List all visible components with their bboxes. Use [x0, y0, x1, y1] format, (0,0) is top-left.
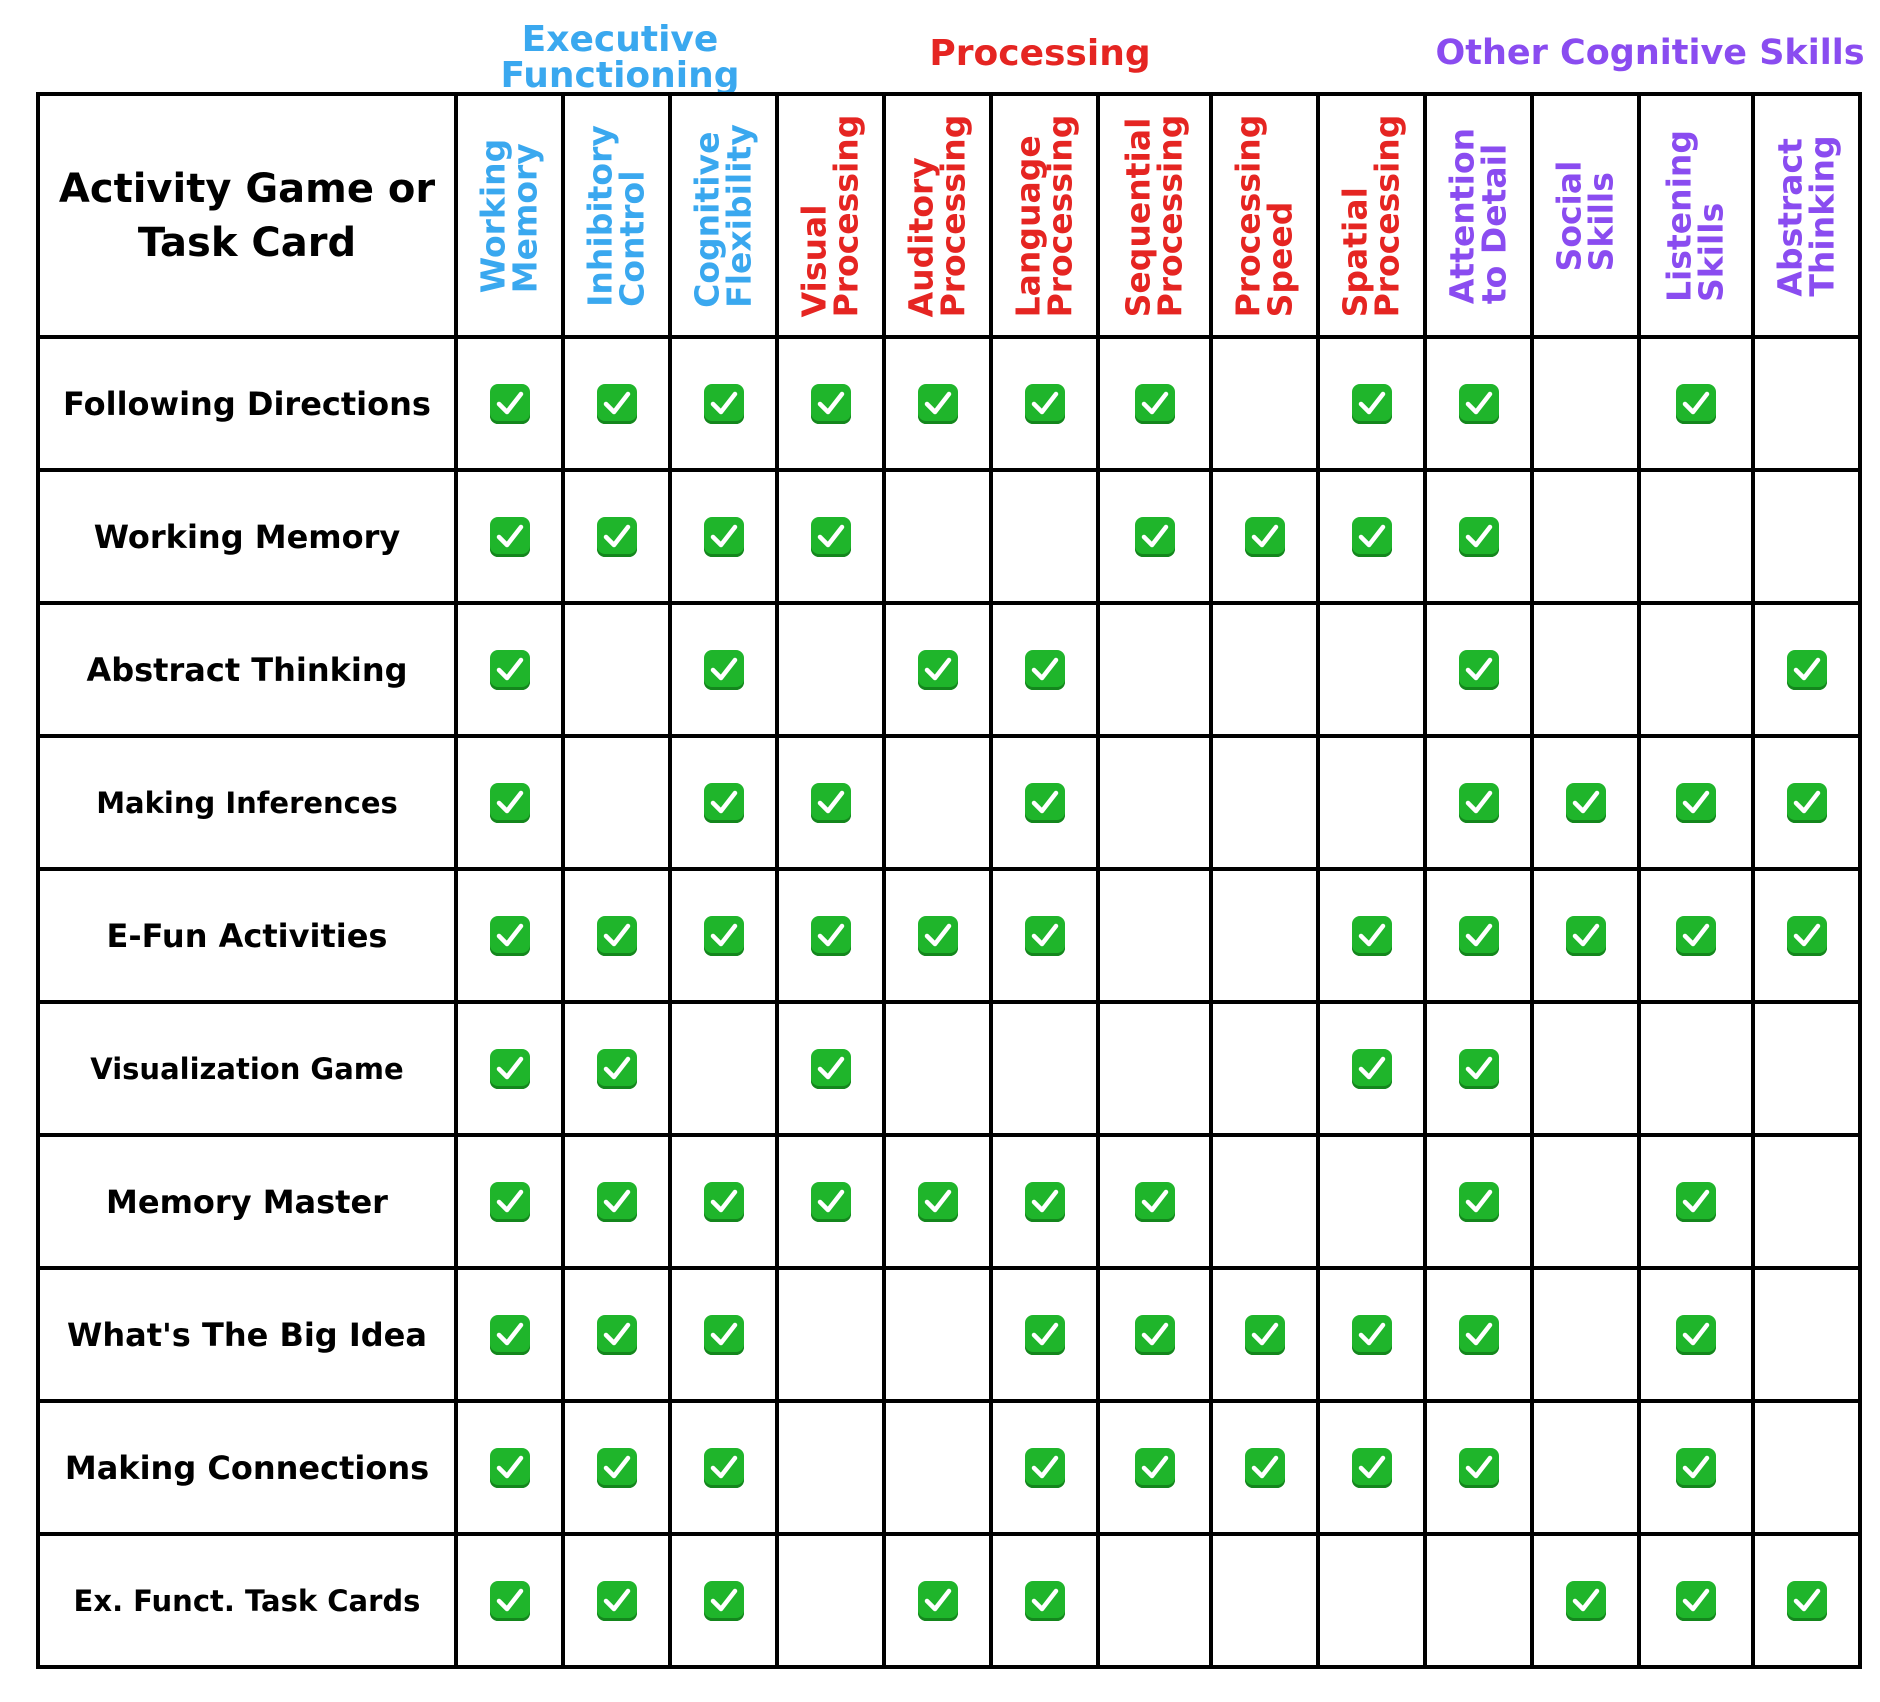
- row-label: Ex. Funct. Task Cards: [38, 1534, 456, 1667]
- matrix-cell: [991, 1135, 1098, 1268]
- check-mark-button-icon: [490, 1315, 530, 1355]
- matrix-cell: [991, 337, 1098, 470]
- matrix-cell: [1425, 1534, 1532, 1667]
- matrix-cell: [777, 337, 884, 470]
- group-label-executive-functioning: [470, 19, 770, 96]
- corner-header: [38, 94, 456, 337]
- check-mark-button-icon: [811, 1182, 851, 1222]
- matrix-cell: [1211, 1534, 1318, 1667]
- matrix-cell: [1532, 1002, 1639, 1135]
- check-mark-button-icon: [1025, 1315, 1065, 1355]
- group-label-line: Executive: [521, 19, 719, 60]
- corner-header-line2: Task Card: [137, 219, 357, 266]
- matrix-cell: [670, 1002, 777, 1135]
- check-mark-button-icon: [704, 916, 744, 956]
- table-row: [38, 1135, 1860, 1268]
- matrix-cell: [1211, 1135, 1318, 1268]
- matrix-cell: [670, 337, 777, 470]
- check-mark-button-icon: [1676, 384, 1716, 424]
- row-label: Abstract Thinking: [38, 603, 456, 736]
- column-header-label: Sequential Processing: [1118, 114, 1190, 317]
- check-mark-button-icon: [1025, 1182, 1065, 1222]
- check-mark-button-icon: [597, 1049, 637, 1089]
- check-mark-button-icon: [490, 1581, 530, 1621]
- matrix-cell: [1532, 736, 1639, 869]
- matrix-cell: [884, 470, 991, 603]
- matrix-cell: [1753, 1534, 1860, 1667]
- matrix-cell: [1318, 736, 1425, 869]
- matrix-cell: [777, 1401, 884, 1534]
- matrix-cell: [563, 1135, 670, 1268]
- matrix-cell: [1425, 470, 1532, 603]
- column-header-label: Visual Processing: [794, 114, 866, 317]
- column-header-label: Listening Skills: [1659, 129, 1731, 302]
- matrix-cell: [1318, 470, 1425, 603]
- check-mark-button-icon: [1352, 384, 1392, 424]
- matrix-cell: [1639, 603, 1753, 736]
- check-mark-button-icon: [1459, 384, 1499, 424]
- check-mark-button-icon: [811, 916, 851, 956]
- check-mark-button-icon: [704, 1315, 744, 1355]
- column-header-label: Language Processing: [1008, 114, 1080, 317]
- matrix-cell: [884, 1268, 991, 1401]
- table-row: [38, 869, 1860, 1002]
- matrix-cell: [884, 1135, 991, 1268]
- column-header-visual-processing: [777, 94, 884, 337]
- header-row: [38, 94, 1860, 337]
- matrix-cell: [884, 1401, 991, 1534]
- matrix-body: [38, 337, 1860, 1667]
- corner-header-line1: Activity Game or: [58, 165, 436, 212]
- matrix-cell: [777, 603, 884, 736]
- row-label: What's The Big Idea: [38, 1268, 456, 1401]
- check-mark-button-icon: [1135, 1448, 1175, 1488]
- check-mark-button-icon: [1459, 517, 1499, 557]
- matrix-cell: [777, 1135, 884, 1268]
- check-mark-button-icon: [1245, 517, 1285, 557]
- check-mark-button-icon: [1352, 517, 1392, 557]
- check-mark-button-icon: [1787, 916, 1827, 956]
- matrix-cell: [1532, 603, 1639, 736]
- check-mark-button-icon: [1787, 1581, 1827, 1621]
- matrix-cell: [777, 736, 884, 869]
- group-label-other-cognitive-skills: [1430, 33, 1870, 73]
- matrix-cell: [456, 1002, 563, 1135]
- column-header-label: Working Memory: [473, 138, 545, 293]
- matrix-cell: [991, 1534, 1098, 1667]
- matrix-cell: [1211, 1401, 1318, 1534]
- matrix-cell: [1318, 1534, 1425, 1667]
- matrix-cell: [991, 1002, 1098, 1135]
- matrix-cell: [884, 869, 991, 1002]
- table-row: [38, 603, 1860, 736]
- check-mark-button-icon: [1459, 783, 1499, 823]
- table-row: [38, 1268, 1860, 1401]
- matrix-cell: [1098, 603, 1211, 736]
- matrix-cell: [1211, 337, 1318, 470]
- matrix-cell: [563, 736, 670, 869]
- matrix-cell: [1425, 869, 1532, 1002]
- matrix-cell: [1211, 1002, 1318, 1135]
- matrix-cell: [1753, 1002, 1860, 1135]
- matrix-cell: [1639, 1135, 1753, 1268]
- matrix-cell: [777, 470, 884, 603]
- check-mark-button-icon: [918, 1182, 958, 1222]
- matrix-cell: [1425, 1401, 1532, 1534]
- column-header-label: Cognitive Flexibility: [687, 123, 759, 308]
- check-mark-button-icon: [704, 783, 744, 823]
- matrix-cell: [456, 603, 563, 736]
- matrix-cell: [884, 1002, 991, 1135]
- check-mark-button-icon: [1459, 916, 1499, 956]
- matrix-cell: [1639, 470, 1753, 603]
- matrix-cell: [670, 869, 777, 1002]
- matrix-cell: [1532, 869, 1639, 1002]
- check-mark-button-icon: [490, 1182, 530, 1222]
- matrix-cell: [563, 1401, 670, 1534]
- matrix-cell: [670, 1135, 777, 1268]
- check-mark-button-icon: [1566, 783, 1606, 823]
- matrix-cell: [1753, 1401, 1860, 1534]
- column-header-label: Social Skills: [1549, 160, 1621, 271]
- matrix-cell: [563, 603, 670, 736]
- column-header-spatial-processing: [1318, 94, 1425, 337]
- matrix-cell: [1532, 337, 1639, 470]
- check-mark-button-icon: [1676, 1448, 1716, 1488]
- matrix-cell: [456, 1401, 563, 1534]
- matrix-cell: [1098, 869, 1211, 1002]
- check-mark-button-icon: [597, 1315, 637, 1355]
- matrix-cell: [884, 603, 991, 736]
- check-mark-button-icon: [704, 517, 744, 557]
- check-mark-button-icon: [811, 783, 851, 823]
- skills-matrix-table: [36, 92, 1862, 1669]
- check-mark-button-icon: [597, 517, 637, 557]
- matrix-cell: [563, 1268, 670, 1401]
- matrix-cell: [456, 337, 563, 470]
- matrix-cell: [1639, 1002, 1753, 1135]
- check-mark-button-icon: [1245, 1448, 1285, 1488]
- matrix-cell: [1098, 1002, 1211, 1135]
- table-row: [38, 337, 1860, 470]
- matrix-cell: [1211, 736, 1318, 869]
- check-mark-button-icon: [1787, 783, 1827, 823]
- matrix-cell: [1532, 1534, 1639, 1667]
- matrix-cell: [1318, 1002, 1425, 1135]
- matrix-cell: [1211, 1268, 1318, 1401]
- check-mark-button-icon: [490, 1049, 530, 1089]
- matrix-cell: [670, 736, 777, 869]
- matrix-cell: [1753, 1268, 1860, 1401]
- matrix-cell: [777, 1268, 884, 1401]
- check-mark-button-icon: [597, 384, 637, 424]
- check-mark-button-icon: [1245, 1315, 1285, 1355]
- matrix-cell: [777, 869, 884, 1002]
- matrix-cell: [991, 603, 1098, 736]
- check-mark-button-icon: [918, 384, 958, 424]
- matrix-cell: [1318, 1401, 1425, 1534]
- matrix-cell: [1425, 736, 1532, 869]
- check-mark-button-icon: [597, 1581, 637, 1621]
- matrix-cell: [1425, 337, 1532, 470]
- matrix-cell: [1639, 1534, 1753, 1667]
- matrix-cell: [670, 1401, 777, 1534]
- row-label: Following Directions: [38, 337, 456, 470]
- check-mark-button-icon: [811, 1049, 851, 1089]
- check-mark-button-icon: [1025, 1448, 1065, 1488]
- group-label-line: Functioning: [500, 55, 740, 96]
- matrix-cell: [1753, 869, 1860, 1002]
- check-mark-button-icon: [1787, 650, 1827, 690]
- check-mark-button-icon: [1459, 1448, 1499, 1488]
- matrix-cell: [563, 869, 670, 1002]
- matrix-cell: [1639, 1401, 1753, 1534]
- matrix-cell: [1318, 603, 1425, 736]
- matrix-cell: [563, 1534, 670, 1667]
- column-header-attention-to-detail: [1425, 94, 1532, 337]
- check-mark-button-icon: [490, 650, 530, 690]
- check-mark-button-icon: [1025, 916, 1065, 956]
- matrix-cell: [1639, 736, 1753, 869]
- matrix-cell: [1753, 470, 1860, 603]
- matrix-cell: [1318, 1135, 1425, 1268]
- matrix-cell: [670, 1268, 777, 1401]
- check-mark-button-icon: [704, 1448, 744, 1488]
- check-mark-button-icon: [1566, 916, 1606, 956]
- matrix-cell: [563, 1002, 670, 1135]
- check-mark-button-icon: [1676, 783, 1716, 823]
- matrix-cell: [884, 736, 991, 869]
- matrix-cell: [991, 869, 1098, 1002]
- matrix-cell: [884, 1534, 991, 1667]
- column-header-label: Abstract Thinking: [1770, 134, 1842, 297]
- check-mark-button-icon: [490, 783, 530, 823]
- check-mark-button-icon: [1352, 1448, 1392, 1488]
- column-header-processing-speed: [1211, 94, 1318, 337]
- column-header-label: Auditory Processing: [901, 114, 973, 317]
- matrix-cell: [1211, 603, 1318, 736]
- matrix-cell: [991, 736, 1098, 869]
- column-header-working-memory: [456, 94, 563, 337]
- table-row: [38, 736, 1860, 869]
- column-header-label: Attention to Detail: [1442, 127, 1514, 304]
- check-mark-button-icon: [490, 517, 530, 557]
- column-header-label: Inhibitory Control: [580, 124, 652, 307]
- matrix-cell: [1532, 1268, 1639, 1401]
- check-mark-button-icon: [1676, 916, 1716, 956]
- matrix-cell: [1639, 869, 1753, 1002]
- check-mark-button-icon: [1025, 650, 1065, 690]
- matrix-cell: [1753, 603, 1860, 736]
- row-label: E-Fun Activities: [38, 869, 456, 1002]
- check-mark-button-icon: [1459, 1049, 1499, 1089]
- matrix-cell: [1753, 736, 1860, 869]
- column-header-listening-skills: [1639, 94, 1753, 337]
- row-label: Memory Master: [38, 1135, 456, 1268]
- matrix-cell: [456, 1135, 563, 1268]
- matrix-cell: [1098, 1268, 1211, 1401]
- check-mark-button-icon: [704, 384, 744, 424]
- matrix-cell: [1425, 1135, 1532, 1268]
- matrix-cell: [456, 1534, 563, 1667]
- matrix-cell: [456, 869, 563, 1002]
- check-mark-button-icon: [490, 384, 530, 424]
- check-mark-button-icon: [1135, 1182, 1175, 1222]
- check-mark-button-icon: [811, 517, 851, 557]
- row-label: Working Memory: [38, 470, 456, 603]
- matrix-cell: [1753, 1135, 1860, 1268]
- row-label: Visualization Game: [38, 1002, 456, 1135]
- matrix-cell: [1753, 337, 1860, 470]
- check-mark-button-icon: [1676, 1182, 1716, 1222]
- matrix-cell: [1532, 1401, 1639, 1534]
- matrix-cell: [563, 337, 670, 470]
- column-header-social-skills: [1532, 94, 1639, 337]
- matrix-cell: [1098, 470, 1211, 603]
- matrix-cell: [991, 470, 1098, 603]
- check-mark-button-icon: [1025, 783, 1065, 823]
- matrix-cell: [1639, 1268, 1753, 1401]
- column-header-cognitive-flexibility: [670, 94, 777, 337]
- group-label-line: Processing: [929, 33, 1151, 74]
- matrix-cell: [1098, 736, 1211, 869]
- check-mark-button-icon: [918, 916, 958, 956]
- column-header-inhibitory-control: [563, 94, 670, 337]
- table-row: [38, 1534, 1860, 1667]
- matrix-cell: [1318, 1268, 1425, 1401]
- check-mark-button-icon: [1352, 1315, 1392, 1355]
- check-mark-button-icon: [1459, 1182, 1499, 1222]
- column-header-label: Spatial Processing: [1335, 114, 1407, 317]
- column-header-auditory-processing: [884, 94, 991, 337]
- check-mark-button-icon: [490, 916, 530, 956]
- check-mark-button-icon: [490, 1448, 530, 1488]
- check-mark-button-icon: [918, 650, 958, 690]
- column-header-label: Processing Speed: [1228, 114, 1300, 317]
- matrix-cell: [1532, 470, 1639, 603]
- matrix-cell: [1318, 337, 1425, 470]
- column-header-language-processing: [991, 94, 1098, 337]
- matrix-cell: [456, 736, 563, 869]
- matrix-cell: [563, 470, 670, 603]
- check-mark-button-icon: [1459, 650, 1499, 690]
- matrix-cell: [1318, 869, 1425, 1002]
- check-mark-button-icon: [1676, 1315, 1716, 1355]
- table-row: [38, 1002, 1860, 1135]
- check-mark-button-icon: [597, 1182, 637, 1222]
- matrix-cell: [670, 1534, 777, 1667]
- check-mark-button-icon: [1352, 916, 1392, 956]
- group-label-line: Other Cognitive Skills: [1435, 33, 1865, 73]
- check-mark-button-icon: [811, 384, 851, 424]
- row-label: Making Connections: [38, 1401, 456, 1534]
- table-row: [38, 1401, 1860, 1534]
- matrix-cell: [1098, 1401, 1211, 1534]
- matrix-cell: [456, 1268, 563, 1401]
- column-header-sequential-processing: [1098, 94, 1211, 337]
- matrix-cell: [1098, 337, 1211, 470]
- check-mark-button-icon: [704, 1581, 744, 1621]
- column-header-abstract-thinking: [1753, 94, 1860, 337]
- table-row: [38, 470, 1860, 603]
- group-label-processing: [900, 33, 1180, 74]
- matrix-cell: [1425, 603, 1532, 736]
- check-mark-button-icon: [597, 1448, 637, 1488]
- matrix-cell: [991, 1268, 1098, 1401]
- matrix-cell: [777, 1002, 884, 1135]
- check-mark-button-icon: [1135, 384, 1175, 424]
- matrix-cell: [670, 603, 777, 736]
- matrix-cell: [1098, 1534, 1211, 1667]
- matrix-cell: [1098, 1135, 1211, 1268]
- matrix-cell: [670, 470, 777, 603]
- row-label: Making Inferences: [38, 736, 456, 869]
- check-mark-button-icon: [1459, 1315, 1499, 1355]
- check-mark-button-icon: [1025, 384, 1065, 424]
- check-mark-button-icon: [918, 1581, 958, 1621]
- check-mark-button-icon: [1135, 517, 1175, 557]
- check-mark-button-icon: [1676, 1581, 1716, 1621]
- check-mark-button-icon: [1352, 1049, 1392, 1089]
- check-mark-button-icon: [1566, 1581, 1606, 1621]
- matrix-cell: [884, 337, 991, 470]
- matrix-cell: [1211, 869, 1318, 1002]
- check-mark-button-icon: [1135, 1315, 1175, 1355]
- matrix-cell: [1425, 1002, 1532, 1135]
- matrix-cell: [1425, 1268, 1532, 1401]
- check-mark-button-icon: [597, 916, 637, 956]
- check-mark-button-icon: [704, 1182, 744, 1222]
- check-mark-button-icon: [704, 650, 744, 690]
- matrix-cell: [1639, 337, 1753, 470]
- matrix-cell: [991, 1401, 1098, 1534]
- matrix-cell: [777, 1534, 884, 1667]
- matrix-cell: [456, 470, 563, 603]
- matrix-cell: [1211, 470, 1318, 603]
- check-mark-button-icon: [1025, 1581, 1065, 1621]
- matrix-cell: [1532, 1135, 1639, 1268]
